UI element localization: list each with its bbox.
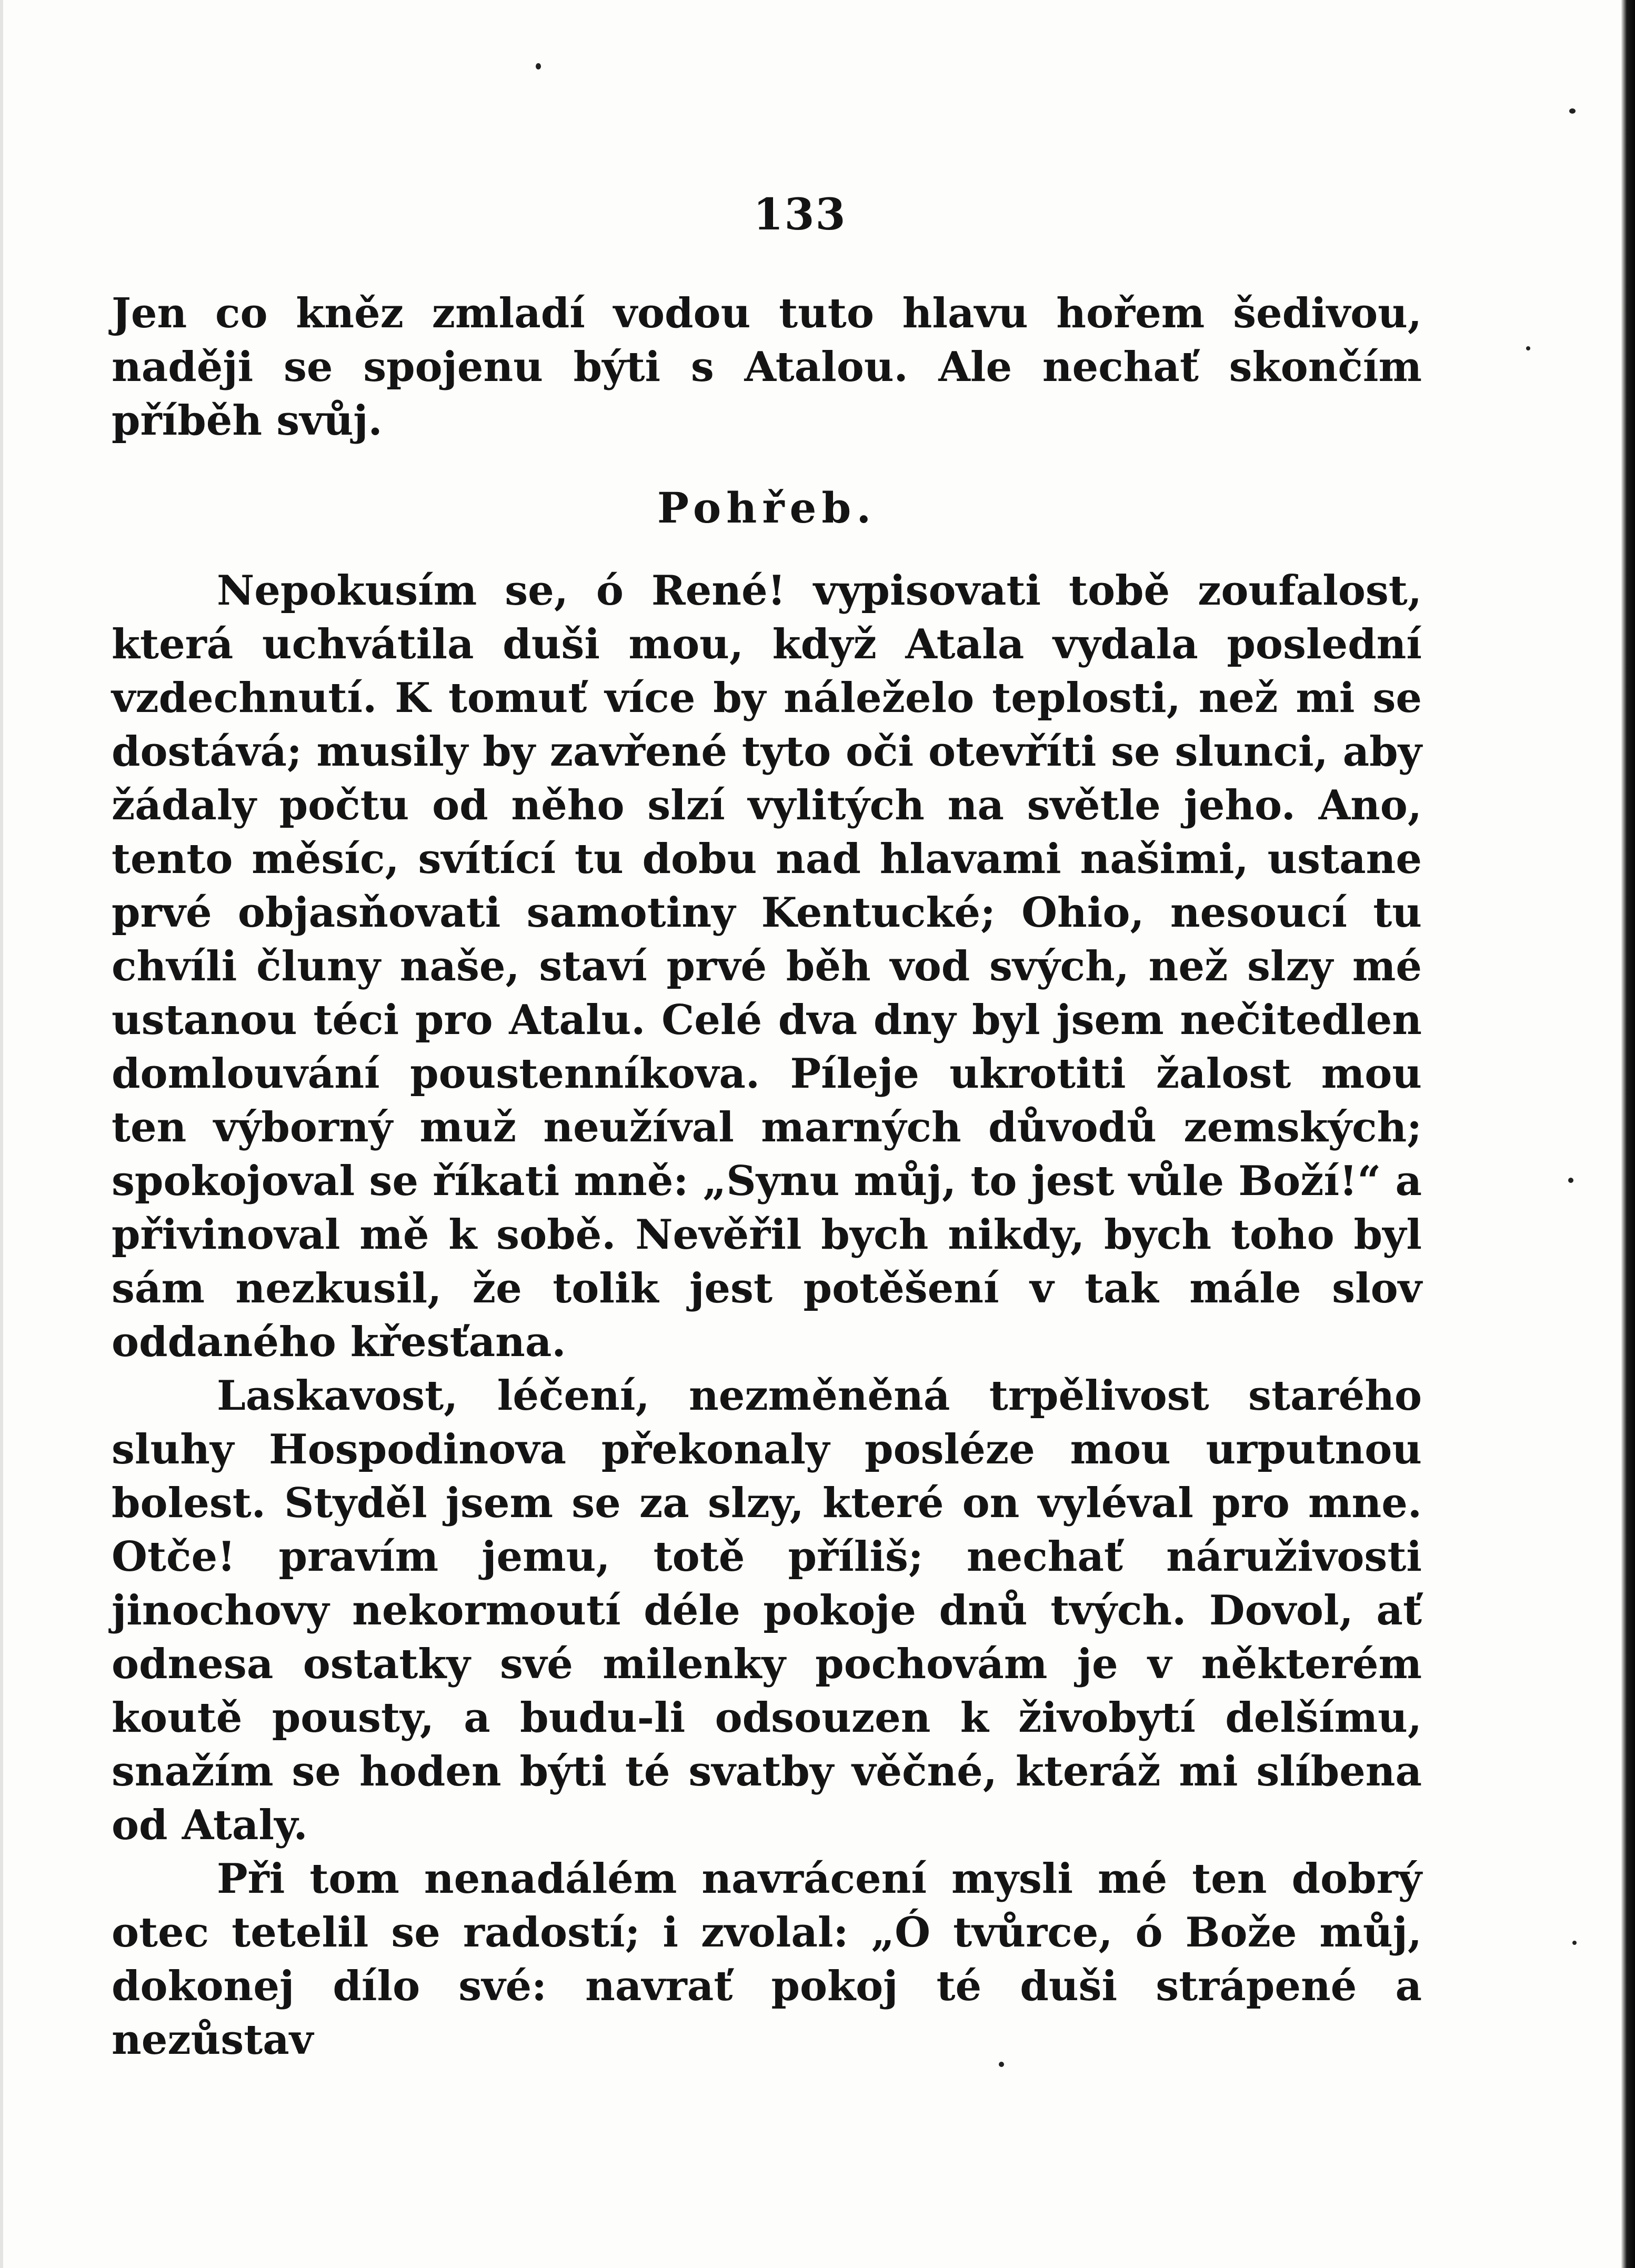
scan-speck [1526,346,1530,350]
scan-speck [1569,108,1576,114]
scan-edge-left [0,0,3,2268]
scan-edge-right [1621,0,1635,2268]
section-heading: Pohřeb. [657,483,877,533]
scan-speck [1572,1941,1577,1945]
paragraph-1: Jen co kněz zmladí vodou tuto hlavu hořem šedivou, naději se spojenu býti s Atalou. Ale nechať skončím příběh svůj. [112,289,1422,445]
paragraph-4: Při tom nenadálém navrácení mysli mé ten dobrý otec tetelil se radostí; i zvolal: „Ó tvůrce, ó Bože můj, dokonej dílo své: navrať pokoj té duši strápené a nezůstav [112,1855,1422,2064]
body-text [112,287,1422,2067]
scan-speck [536,63,541,69]
paragraph-3: Laskavost, léčení, nezměněná trpělivost starého sluhy Hospodinova překonaly posléze mou urputnou bolest. Styděl jsem se za slzy, které on vyléval pro mne. Otče! pravím jemu, totě příliš; nechať náruživosti jinochovy nekormoutí déle pokoje dnů tvých. Dovol, ať odnesa ostatky své milenky pochovám je v některém koutě pousty, a budu-li odsouzen k živobytí delšímu, snažím se hoden býti té svatby věčné, kteráž mi slíbena od Ataly. [112,1372,1422,1849]
page-number: 133 [753,189,847,240]
scan-speck [1568,1178,1573,1183]
paragraph-2: Nepokusím se, ó René! vypisovati tobě zoufalost, která uchvátila duši mou, když Atala vydala poslední vzdechnutí. K tomuť více by náleželo teplosti, než mi se dostává; musily by zavřené tyto oči otevříti se slunci, aby žádaly počtu od něho slzí vylitých na světle jeho. Ano, tento měsíc, svítící tu dobu nad hlavami našimi, ustane prvé objasňovati samotiny Kentucké; Ohio, nesoucí tu chvíli čluny naše, staví prvé běh vod svých, než slzy mé ustanou téci pro Atalu. Celé dva dny byl jsem nečitedlen domlouvání poustenníkova. Píleje ukrotiti žalost mou ten výborný muž neužíval marných důvodů zemských; spokojoval se říkati mně: „Synu můj, to jest vůle Boží!“ a přivinoval mě k sobě. Nevěřil bych nikdy, bych toho byl sám nezkusil, že tolik jest potěšení v tak mále slov oddaného křesťana. [112,567,1422,1366]
